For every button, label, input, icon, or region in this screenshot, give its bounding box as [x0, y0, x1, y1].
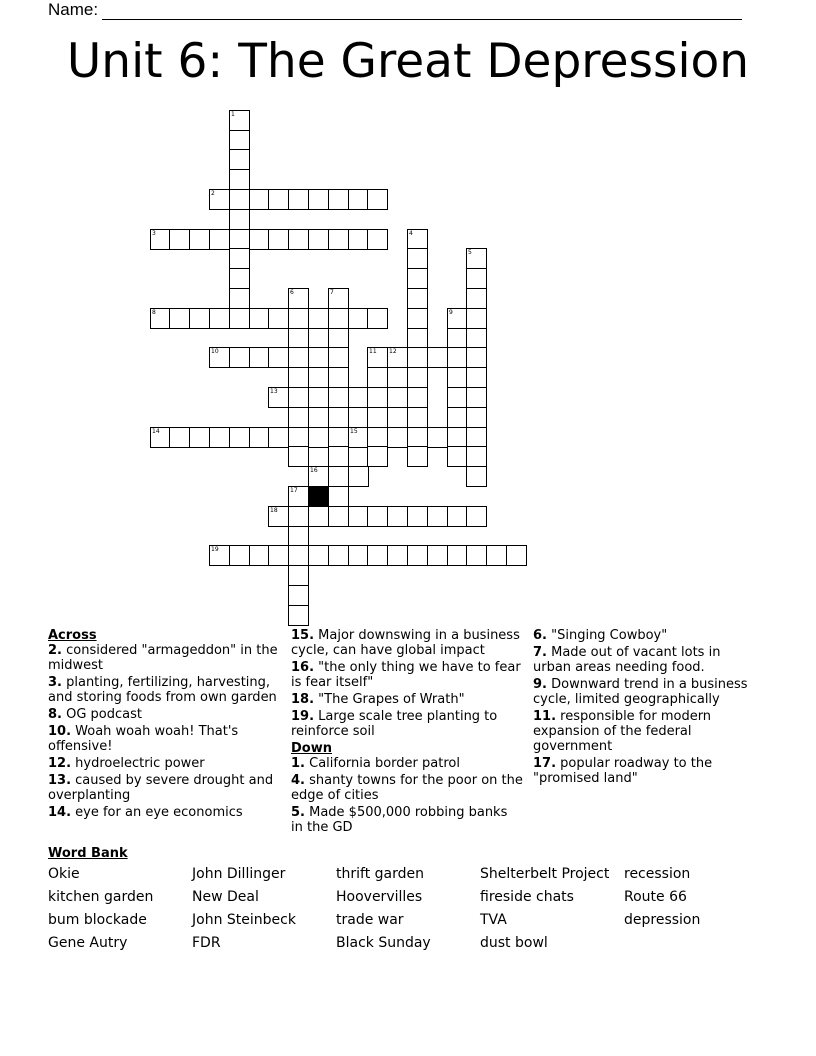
clue-number: 5	[468, 249, 472, 256]
word-bank-item: Route 66	[624, 889, 687, 905]
grid-cell[interactable]	[328, 367, 349, 388]
grid-cell[interactable]	[288, 229, 309, 250]
grid-cell[interactable]	[466, 427, 487, 448]
grid-cell[interactable]	[288, 288, 309, 309]
grid-cell[interactable]	[447, 347, 468, 368]
grid-cell[interactable]	[407, 248, 428, 269]
grid-cell[interactable]	[288, 446, 309, 467]
down-header: Down	[291, 741, 332, 756]
grid-cell[interactable]	[229, 248, 250, 269]
grid-cell[interactable]	[387, 545, 408, 566]
grid-cell[interactable]	[407, 347, 428, 368]
grid-cell[interactable]	[249, 545, 270, 566]
grid-cell[interactable]	[229, 110, 250, 131]
word-bank-item: Hoovervilles	[336, 889, 423, 905]
grid-cell[interactable]	[249, 427, 270, 448]
grid-cell[interactable]	[288, 308, 309, 329]
grid-cell[interactable]	[328, 545, 349, 566]
clue-text: Major downswing in a business cycle, can have global impact	[291, 628, 520, 658]
clue-number: 4.	[291, 773, 305, 788]
word-bank-item: John Steinbeck	[192, 912, 296, 928]
word-bank-item: depression	[624, 912, 701, 928]
grid-cell[interactable]	[308, 427, 329, 448]
grid-cell[interactable]	[328, 446, 349, 467]
clue-text: popular roadway to the "promised land"	[533, 756, 713, 786]
word-bank-item: recession	[624, 866, 691, 882]
grid-cell[interactable]	[407, 288, 428, 309]
grid-cell[interactable]	[288, 189, 309, 210]
grid-cell[interactable]	[328, 486, 349, 507]
grid-cell[interactable]	[466, 466, 487, 487]
grid-cell[interactable]	[367, 387, 388, 408]
grid-cell[interactable]	[229, 229, 250, 250]
clue-number: 14.	[48, 805, 72, 820]
clue-number: 2.	[48, 643, 62, 658]
grid-cell[interactable]	[328, 466, 349, 487]
grid-cell[interactable]	[328, 189, 349, 210]
grid-cell[interactable]	[427, 545, 448, 566]
page-title: Unit 6: The Great Depression	[66, 34, 750, 89]
grid-cell[interactable]	[209, 427, 230, 448]
grid-cell[interactable]	[268, 427, 289, 448]
clue	[48, 805, 280, 820]
grid-cell[interactable]	[150, 229, 171, 250]
word-bank-item: Shelterbelt Project	[480, 866, 610, 882]
word-bank-item: New Deal	[192, 889, 259, 905]
clue	[48, 643, 280, 673]
grid-cell[interactable]	[466, 288, 487, 309]
clue-text: shanty towns for the poor on the edge of cities	[291, 773, 523, 803]
grid-cell[interactable]	[466, 308, 487, 329]
grid-cell[interactable]	[367, 367, 388, 388]
clue	[291, 773, 523, 803]
clue	[48, 756, 280, 771]
clue-number: 8.	[48, 707, 62, 722]
word-bank-item: trade war	[336, 912, 404, 928]
grid-cell[interactable]	[150, 308, 171, 329]
clue-text: "Singing Cowboy"	[546, 628, 668, 643]
grid-cell[interactable]	[288, 367, 309, 388]
grid-cell[interactable]	[328, 229, 349, 250]
black-cell	[308, 486, 329, 507]
clue	[291, 756, 523, 771]
grid-cell[interactable]	[466, 387, 487, 408]
clue-number: 3	[152, 230, 156, 237]
grid-cell[interactable]	[229, 545, 250, 566]
clue-text: California border patrol	[304, 756, 460, 771]
clue-number: 17	[290, 487, 298, 494]
grid-cell[interactable]	[268, 308, 289, 329]
grid-cell[interactable]	[407, 545, 428, 566]
grid-cell[interactable]	[466, 446, 487, 467]
grid-cell[interactable]	[506, 545, 527, 566]
grid-cell[interactable]	[169, 427, 190, 448]
grid-cell[interactable]	[288, 387, 309, 408]
word-bank-item: Okie	[48, 866, 80, 882]
grid-cell[interactable]	[189, 427, 210, 448]
clue-number: 12.	[48, 756, 72, 771]
grid-cell[interactable]	[367, 545, 388, 566]
clue-number: 10.	[48, 724, 72, 739]
clue-number: 16	[310, 467, 318, 474]
grid-cell[interactable]	[189, 229, 210, 250]
grid-cell[interactable]	[447, 545, 468, 566]
clue	[533, 756, 758, 786]
word-bank-item: TVA	[480, 912, 507, 928]
grid-cell[interactable]	[288, 526, 309, 547]
grid-cell[interactable]	[447, 446, 468, 467]
clue-text: "the only thing we have to fear is fear itself"	[291, 660, 521, 690]
grid-cell[interactable]	[348, 387, 369, 408]
grid-cell[interactable]	[387, 387, 408, 408]
grid-cell[interactable]	[308, 347, 329, 368]
grid-cell[interactable]	[229, 308, 250, 329]
clue	[533, 709, 758, 754]
grid-cell[interactable]	[229, 149, 250, 170]
word-bank-item: bum blockade	[48, 912, 147, 928]
clue-number: 11	[369, 348, 377, 355]
clue-text: "The Grapes of Wrath"	[314, 692, 465, 707]
clue-text: Made out of vacant lots in urban areas needing food.	[533, 645, 721, 675]
grid-cell[interactable]	[268, 545, 289, 566]
grid-cell[interactable]	[209, 189, 230, 210]
clue-number: 13.	[48, 773, 72, 788]
grid-cell[interactable]	[288, 565, 309, 586]
grid-cell[interactable]	[308, 189, 329, 210]
grid-cell[interactable]	[466, 347, 487, 368]
grid-cell[interactable]	[447, 308, 468, 329]
grid-cell[interactable]	[249, 229, 270, 250]
clue-text: planting, fertilizing, harvesting, and storing foods from own garden	[48, 675, 277, 705]
clue-text: eye for an eye economics	[71, 805, 243, 820]
grid-cell[interactable]	[268, 347, 289, 368]
clue-text: Made $500,000 robbing banks in the GD	[291, 805, 508, 835]
grid-cell[interactable]	[367, 308, 388, 329]
clue-number: 7.	[533, 645, 547, 660]
word-bank-item: thrift garden	[336, 866, 424, 882]
grid-cell[interactable]	[407, 268, 428, 289]
grid-cell[interactable]	[348, 427, 369, 448]
grid-cell[interactable]	[466, 248, 487, 269]
clue-text: responsible for modern expansion of the federal government	[533, 709, 712, 754]
clue-number: 9.	[533, 677, 547, 692]
clue-number: 2	[211, 190, 215, 197]
grid-cell[interactable]	[387, 427, 408, 448]
grid-cell[interactable]	[229, 347, 250, 368]
grid-cell[interactable]	[367, 229, 388, 250]
grid-cell[interactable]	[308, 328, 329, 349]
grid-cell[interactable]	[249, 347, 270, 368]
clue	[48, 707, 280, 722]
grid-cell[interactable]	[367, 189, 388, 210]
clue-number: 4	[409, 230, 413, 237]
grid-cell[interactable]	[367, 407, 388, 428]
clue-number: 10	[211, 348, 219, 355]
clue-number: 9	[449, 309, 453, 316]
clue-text: OG podcast	[61, 707, 142, 722]
clue	[291, 628, 523, 658]
grid-cell[interactable]	[288, 427, 309, 448]
grid-cell[interactable]	[447, 407, 468, 428]
grid-cell[interactable]	[209, 545, 230, 566]
grid-cell[interactable]	[229, 268, 250, 289]
grid-cell[interactable]	[268, 229, 289, 250]
word-bank-item: dust bowl	[480, 935, 548, 951]
grid-cell[interactable]	[328, 288, 349, 309]
clue-text: Woah woah woah! That's offensive!	[48, 724, 239, 754]
clue	[48, 773, 280, 803]
grid-cell[interactable]	[466, 268, 487, 289]
grid-cell[interactable]	[427, 506, 448, 527]
grid-cell[interactable]	[268, 387, 289, 408]
clue-number: 6	[290, 289, 294, 296]
clue-text: Downward trend in a business cycle, limited geographically	[533, 677, 748, 707]
grid-cell[interactable]	[348, 229, 369, 250]
grid-cell[interactable]	[328, 427, 349, 448]
grid-cell[interactable]	[447, 427, 468, 448]
clue-number: 15	[350, 428, 358, 435]
grid-cell[interactable]	[169, 229, 190, 250]
grid-cell[interactable]	[348, 545, 369, 566]
clue-text: considered "armageddon" in the midwest	[48, 643, 278, 673]
clue-number: 7	[330, 289, 334, 296]
word-bank-item: Black Sunday	[336, 935, 431, 951]
clue	[48, 675, 280, 705]
word-bank-item: Gene Autry	[48, 935, 128, 951]
clue	[533, 628, 758, 643]
grid-cell[interactable]	[447, 506, 468, 527]
grid-cell[interactable]	[288, 605, 309, 626]
clue	[291, 805, 523, 835]
grid-cell[interactable]	[288, 506, 309, 527]
grid-cell[interactable]	[348, 506, 369, 527]
grid-cell[interactable]	[308, 545, 329, 566]
grid-cell[interactable]	[427, 347, 448, 368]
grid-cell[interactable]	[407, 229, 428, 250]
grid-cell[interactable]	[229, 130, 250, 151]
clue-number: 18.	[291, 692, 315, 707]
grid-cell[interactable]	[466, 367, 487, 388]
clue-number: 14	[152, 428, 160, 435]
grid-cell[interactable]	[288, 347, 309, 368]
clue	[291, 660, 523, 690]
grid-cell[interactable]	[328, 506, 349, 527]
clue-number: 18	[270, 507, 278, 514]
grid-cell[interactable]	[328, 347, 349, 368]
grid-cell[interactable]	[288, 585, 309, 606]
grid-cell[interactable]	[427, 427, 448, 448]
grid-cell[interactable]	[486, 545, 507, 566]
grid-cell[interactable]	[447, 387, 468, 408]
across-header: Across	[48, 628, 97, 643]
grid-cell[interactable]	[288, 545, 309, 566]
grid-cell[interactable]	[407, 446, 428, 467]
grid-cell[interactable]	[229, 427, 250, 448]
grid-cell[interactable]	[466, 545, 487, 566]
clue-number: 11.	[533, 709, 557, 724]
clue-number: 16.	[291, 660, 315, 675]
word-bank	[48, 866, 768, 951]
grid-cell[interactable]	[387, 506, 408, 527]
word-bank-item: kitchen garden	[48, 889, 154, 905]
grid-cell[interactable]	[407, 367, 428, 388]
clues-column-3	[533, 628, 758, 788]
clue-text: caused by severe drought and overplanting	[48, 773, 274, 803]
grid-cell[interactable]	[447, 328, 468, 349]
grid-cell[interactable]	[447, 367, 468, 388]
clues-column-2	[291, 628, 523, 837]
clue-number: 1.	[291, 756, 305, 771]
grid-cell[interactable]	[407, 427, 428, 448]
word-bank-item: fireside chats	[480, 889, 574, 905]
grid-cell[interactable]	[308, 308, 329, 329]
clue-text: Large scale tree planting to reinforce soil	[291, 709, 498, 739]
grid-cell[interactable]	[328, 387, 349, 408]
name-label: Name:	[48, 0, 99, 19]
clue-number: 3.	[48, 675, 62, 690]
grid-cell[interactable]	[328, 328, 349, 349]
grid-cell[interactable]	[268, 189, 289, 210]
grid-cell[interactable]	[229, 169, 250, 190]
clue-number: 15.	[291, 628, 315, 643]
grid-cell[interactable]	[308, 466, 329, 487]
grid-cell[interactable]	[407, 387, 428, 408]
grid-cell[interactable]	[229, 288, 250, 309]
grid-cell[interactable]	[367, 347, 388, 368]
grid-cell[interactable]	[348, 189, 369, 210]
grid-cell[interactable]	[387, 347, 408, 368]
clue-number: 17.	[533, 756, 557, 771]
grid-cell[interactable]	[367, 446, 388, 467]
grid-cell[interactable]	[249, 189, 270, 210]
grid-cell[interactable]	[249, 308, 270, 329]
grid-cell[interactable]	[407, 407, 428, 428]
grid-cell[interactable]	[229, 189, 250, 210]
grid-cell[interactable]	[209, 347, 230, 368]
grid-cell[interactable]	[308, 506, 329, 527]
clue-number: 12	[389, 348, 397, 355]
grid-cell[interactable]	[328, 407, 349, 428]
clue-number: 19	[211, 546, 219, 553]
grid-cell[interactable]	[150, 427, 171, 448]
grid-cell[interactable]	[407, 328, 428, 349]
clue-number: 8	[152, 309, 156, 316]
grid-cell[interactable]	[209, 308, 230, 329]
clue-number: 19.	[291, 709, 315, 724]
grid-cell[interactable]	[268, 506, 289, 527]
word-bank-item: John Dillinger	[192, 866, 286, 882]
grid-cell[interactable]	[288, 486, 309, 507]
grid-cell[interactable]	[348, 308, 369, 329]
clue	[291, 709, 523, 739]
grid-cell[interactable]	[407, 308, 428, 329]
clue-number: 1	[231, 111, 235, 118]
grid-cell[interactable]	[407, 506, 428, 527]
clue	[291, 692, 523, 707]
grid-cell[interactable]	[367, 506, 388, 527]
grid-cell[interactable]	[328, 308, 349, 329]
grid-cell[interactable]	[466, 506, 487, 527]
clue-number: 5.	[291, 805, 305, 820]
grid-cell[interactable]	[288, 328, 309, 349]
grid-cell[interactable]	[466, 407, 487, 428]
grid-cell[interactable]	[189, 308, 210, 329]
clue-text: hydroelectric power	[71, 756, 205, 771]
grid-cell[interactable]	[348, 466, 369, 487]
grid-cell[interactable]	[367, 427, 388, 448]
clue-number: 6.	[533, 628, 547, 643]
word-bank-item: FDR	[192, 935, 221, 951]
grid-cell[interactable]	[209, 229, 230, 250]
clues-column-1	[48, 628, 280, 822]
clue	[533, 677, 758, 707]
word-bank-title: Word Bank	[48, 846, 128, 861]
grid-cell[interactable]	[169, 308, 190, 329]
grid-cell[interactable]	[288, 407, 309, 428]
grid-cell[interactable]	[308, 229, 329, 250]
clue	[533, 645, 758, 675]
clue	[48, 724, 280, 754]
grid-cell[interactable]	[229, 209, 250, 230]
clue-number: 13	[270, 388, 278, 395]
grid-cell[interactable]	[308, 387, 329, 408]
grid-cell[interactable]	[466, 328, 487, 349]
